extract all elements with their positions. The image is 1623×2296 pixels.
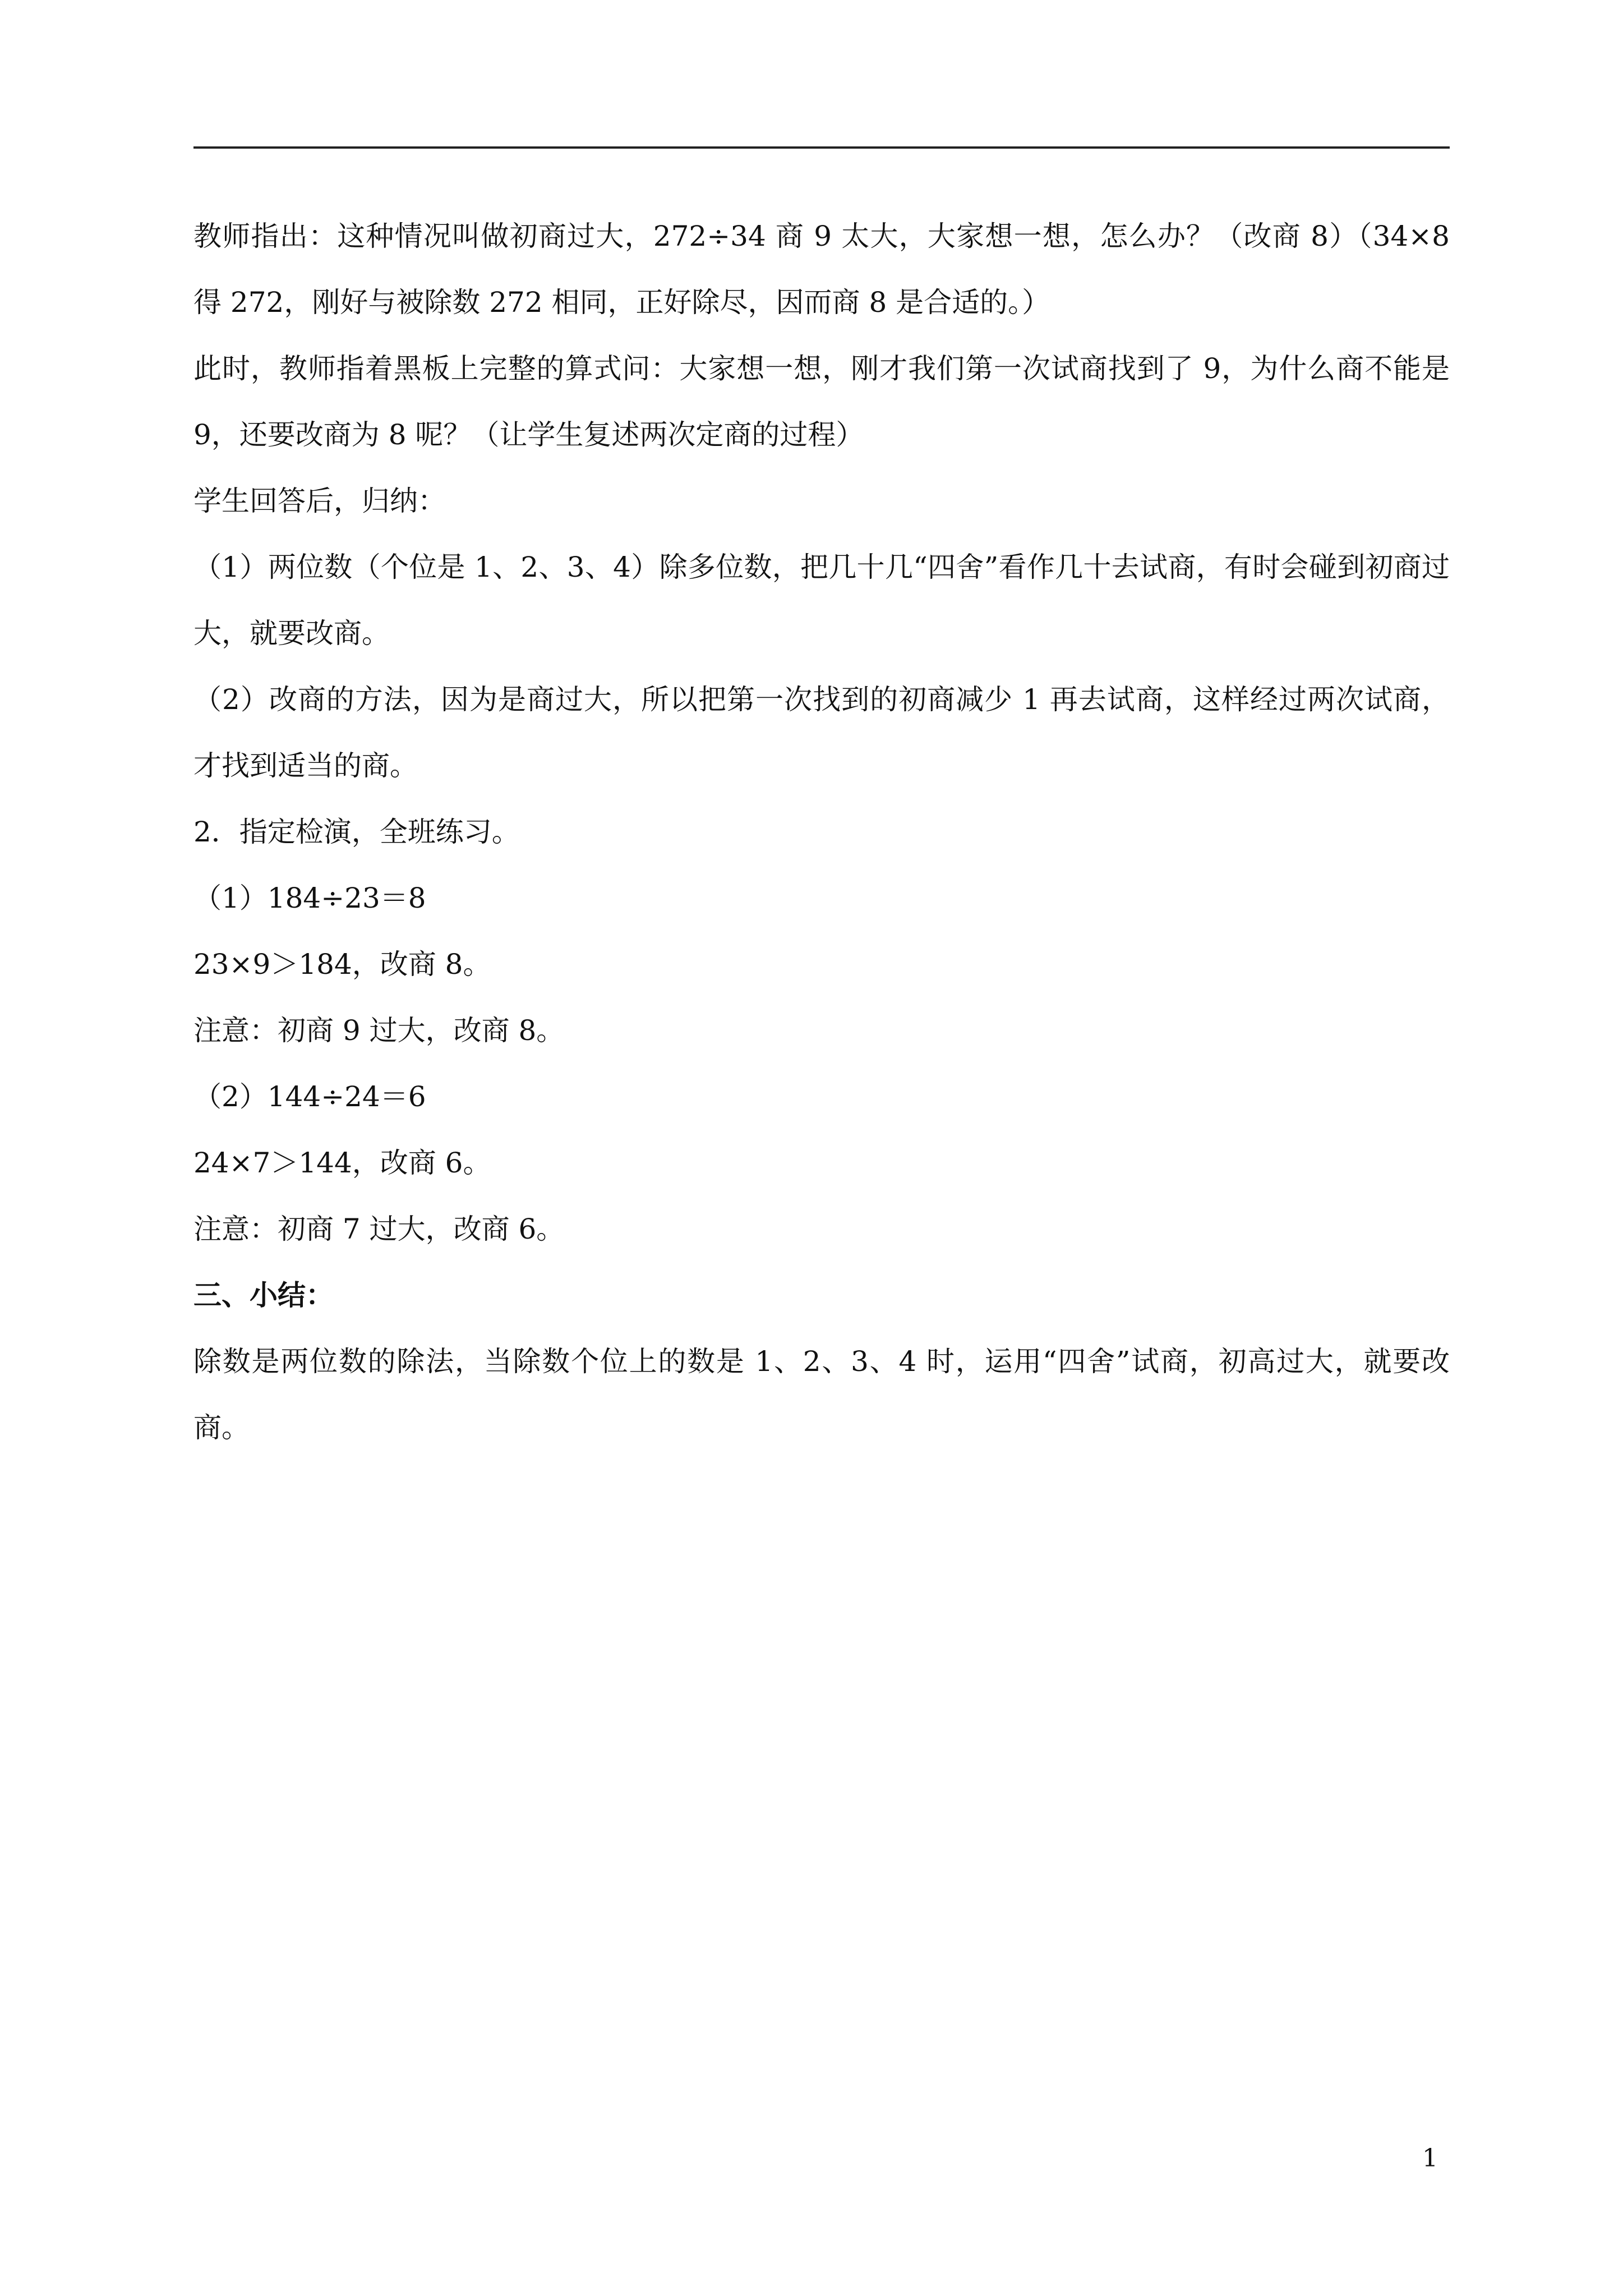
header-rule xyxy=(193,146,1450,149)
paragraph-summary: 除数是两位数的除法，当除数个位上的数是 1、2、3、4 时，运用“四舍”试商，初高过大，就要改商。 xyxy=(193,1345,1450,1444)
paragraph-teacher-asks: 此时，教师指着黑板上完整的算式问：大家想一想，刚才我们第一次试商找到了 9，为什么商不能是 9，还要改商为 8 呢？（让学生复述两次定商的过程） xyxy=(193,352,1450,451)
document-body xyxy=(193,203,1450,1461)
paragraph-rule-2: （2）改商的方法，因为是商过大，所以把第一次找到的初商减少 1 再去试商，这样经过两次试商，才找到适当的商。 xyxy=(193,683,1450,782)
paragraph-exercise-1: （1）184÷23＝8 xyxy=(193,882,426,914)
paragraph-practice-heading: 2．指定检演，全班练习。 xyxy=(193,816,520,848)
paragraph-teacher-points-out: 教师指出：这种情况叫做初商过大，272÷34 商 9 太大，大家想一想，怎么办？（改商 8）（34×8 得 272，刚好与被除数 272 相同，正好除尽，因而商 8 是合适的。） xyxy=(193,220,1450,319)
paragraph-rule-1: （1）两位数（个位是 1、2、3、4）除多位数，把几十几“四舍”看作几十去试商，有时会碰到初商过大，就要改商。 xyxy=(193,551,1450,650)
paragraph-exercise-1-check: 23×9＞184，改商 8。 xyxy=(193,948,491,981)
section-heading-summary: 三、小结： xyxy=(193,1278,334,1312)
paragraph-exercise-2-note: 注意：初商 7 过大，改商 6。 xyxy=(193,1213,565,1245)
paragraph-exercise-2-check: 24×7＞144，改商 6。 xyxy=(193,1147,491,1179)
paragraph-summary-intro: 学生回答后，归纳： xyxy=(193,485,446,517)
paragraph-exercise-2: （2）144÷24＝6 xyxy=(193,1080,426,1113)
paragraph-exercise-1-note: 注意：初商 9 过大，改商 8。 xyxy=(193,1014,565,1047)
page-number: 1 xyxy=(1422,2144,1438,2173)
